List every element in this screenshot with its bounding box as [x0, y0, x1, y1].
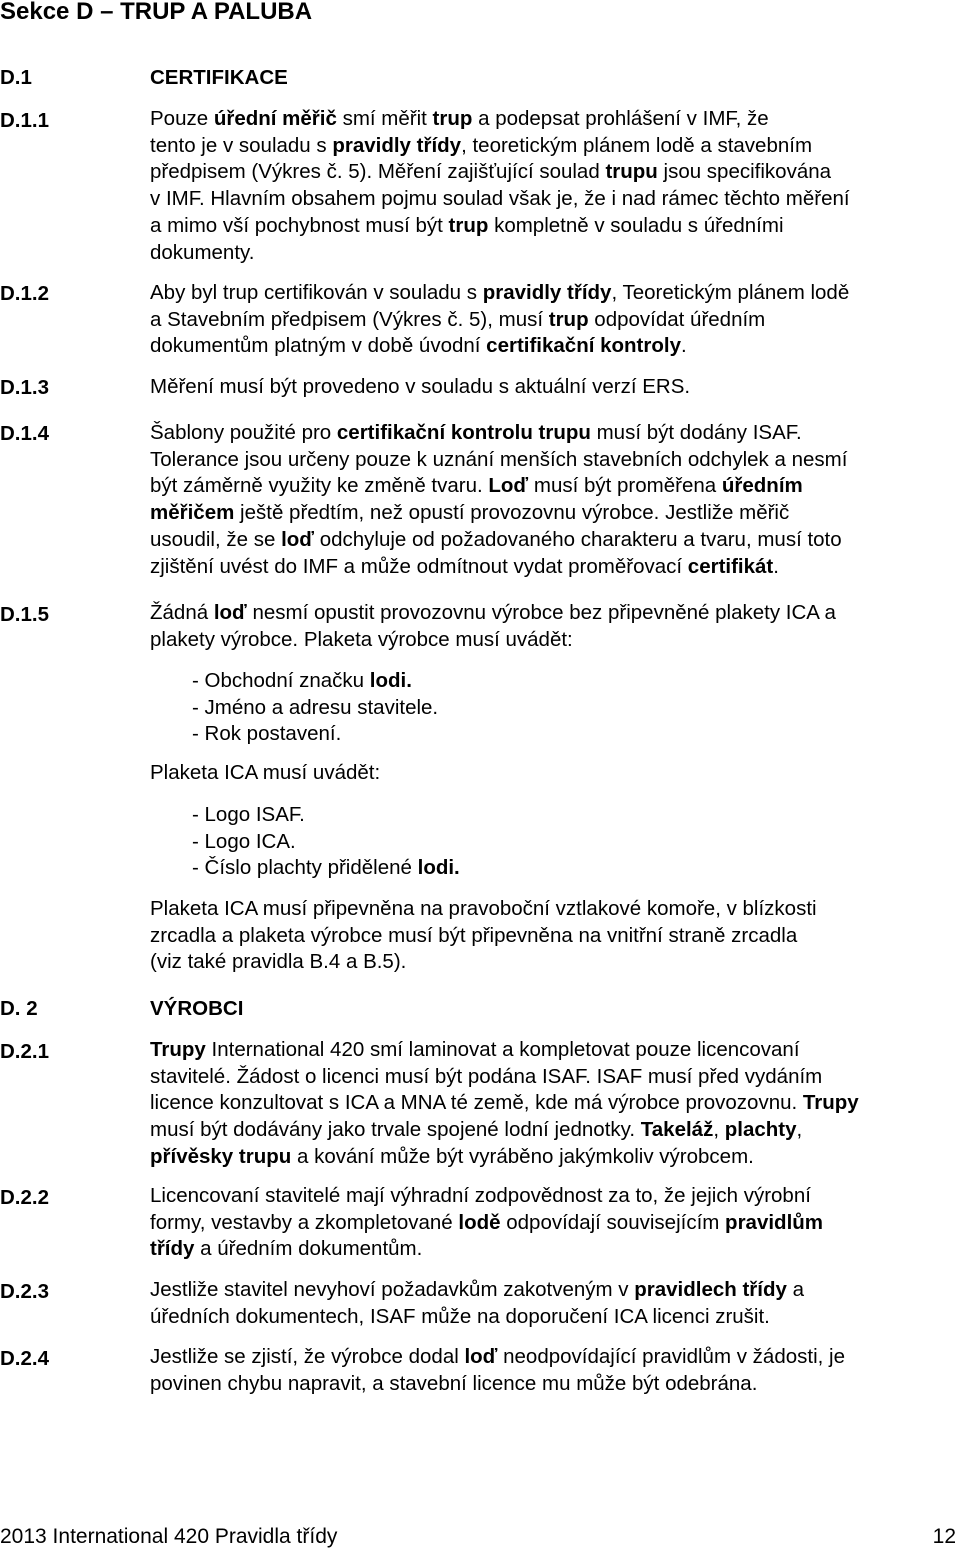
- rule-text-d2-3: Jestliže stavitel nevyhoví požadavkům zakotveným v pravidlech třídy a úředních dokumentech, ISAF může na doporučení ICA licenci zrušit.: [150, 1278, 805, 1328]
- list-item: - Jméno a adresu stavitele.: [192, 695, 439, 719]
- rule-text-d2-4: Jestliže se zjistí, že výrobce dodal loď neodpovídající pravidlům v žádosti, je povinen chybu napravit, a stavební licence mu může být odebrána.: [150, 1345, 845, 1395]
- rule-text-d2-1: Trupy International 420 smí laminovat a kompletovat pouze licencovaní stavitelé. Žádost o licenci musí být podána ISAF. ISAF musí před vydáním licence konzultovat s ICA a MNA té země, kde má výrobce provozovnu. Trupy musí být dodávány jako trvale spojené lodní jednotky. Takeláž, plachty, přívěsky trupu a kování může být vyráběno jakýmkoliv výrobcem.: [150, 1038, 859, 1168]
- section-number-d2: D. 2: [0, 997, 38, 1020]
- section-number-d1: D.1: [0, 66, 32, 89]
- rule-number-d1-2: D.1.2: [0, 282, 49, 305]
- rule-text-d1-1: Pouze úřední měřič smí měřit trup a podepsat prohlášení v IMF, že tento je v souladu s pravidly třídy, teoretickým plánem lodě a stavebním předpisem (Výkres č. 5). Měření zajišťující soulad trupu jsou specifikována v IMF. Hlavním obsahem pojmu soulad však je, že i nad rámec těchto měření a mimo vší pochybnost musí být trup kompletně v souladu s úředními dokumenty.: [150, 107, 850, 264]
- heading-certifikace: CERTIFIKACE: [150, 66, 288, 89]
- list-item: - Obchodní značku lodi.: [192, 669, 412, 692]
- rule-text-d1-4: Šablony použité pro certifikační kontrolu trupu musí být dodány ISAF. Tolerance jsou určeny pouze k uznání menších stavebních odchylek a nesmí být záměrně využity ke změně tvaru. Loď musí být proměřena úředním měřičem ještě předtím, než opustí provozovnu výrobce. Jestliže měřič usoudil, že se loď odchyluje od požadovaného charakteru a tvaru, musí toto zjištění uvést do IMF a může odmítnout vydat proměřovací certifikát.: [150, 421, 848, 578]
- rule-number-d2-1: D.2.1: [0, 1040, 49, 1063]
- heading-vyrobci: VÝROBCI: [150, 997, 244, 1020]
- list-item: - Logo ISAF.: [192, 803, 305, 826]
- rule-text-d1-5: Žádná loď nesmí opustit provozovnu výrobce bez připevněné plakety ICA a plakety výrobce. Plaketa výrobce musí uvádět:: [150, 601, 836, 651]
- builder-plaque-list: [192, 668, 438, 748]
- rule-number-d2-2: D.2.2: [0, 1186, 49, 1209]
- rule-number-d1-5: D.1.5: [0, 603, 49, 626]
- list-item: - Číslo plachty přidělené lodi.: [192, 856, 460, 880]
- rule-text-d1-2: Aby byl trup certifikován v souladu s pravidly třídy, Teoretickým plánem lodě a Stavebním předpisem (Výkres č. 5), musí trup odpovídat úředním dokumentům platným v době úvodní certifikační kontroly.: [150, 281, 850, 358]
- rule-number-d1-3: D.1.3: [0, 376, 49, 399]
- page-number: 12: [932, 1525, 956, 1548]
- rule-text-d1-3: Měření musí být provedeno v souladu s aktuální verzí ERS.: [150, 375, 691, 398]
- rule-text-d2-2: Licencovaní stavitelé mají výhradní zodpovědnost za to, že jejich výrobní formy, vestavby a zkompletované lodě odpovídají souvisejícím pravidlům třídy a úředním dokumentům.: [150, 1184, 824, 1261]
- ica-plaque-list: [192, 802, 460, 882]
- rule-number-d1-1: D.1.1: [0, 109, 49, 132]
- list-item: - Rok postavení.: [192, 722, 342, 746]
- rule-number-d2-3: D.2.3: [0, 1280, 49, 1303]
- rule-number-d1-4: D.1.4: [0, 422, 49, 445]
- plaque-placement-text: Plaketa ICA musí připevněna na pravoboční vztlakové komoře, v blízkosti zrcadla a plaketa výrobce musí být připevněna na vnitřní straně zrcadla (viz také pravidla B.4 a B.5).: [150, 897, 817, 974]
- ica-plaque-intro: Plaketa ICA musí uvádět:: [150, 761, 381, 784]
- section-title: Sekce D – TRUP A PALUBA: [0, 0, 313, 25]
- footer-title: 2013 International 420 Pravidla třídy: [0, 1525, 338, 1548]
- rule-number-d2-4: D.2.4: [0, 1347, 49, 1370]
- list-item: - Logo ICA.: [192, 829, 296, 853]
